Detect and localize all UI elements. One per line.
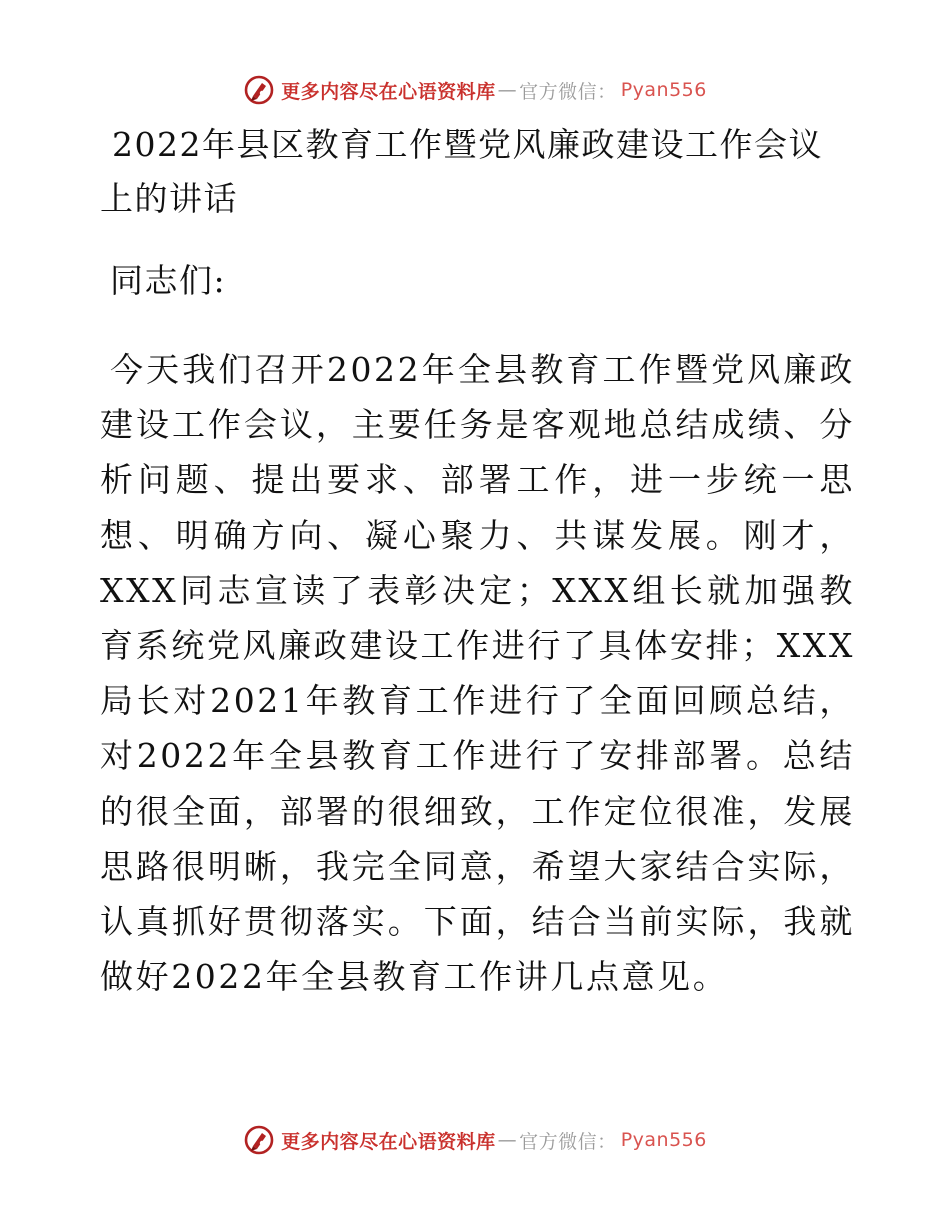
watermark-text: 更多内容尽在心语资料库 [281, 80, 496, 103]
watermark-wechat-id: Pyan556 [620, 1129, 707, 1151]
watermark-text: 更多内容尽在心语资料库 [281, 1130, 496, 1153]
greeting: 同志们: [110, 261, 227, 300]
pen-logo-icon [243, 1124, 275, 1156]
body-paragraph: 今天我们召开2022年全县教育工作暨党风廉政建设工作会议，主要任务是客观地总结成绩、分析问题、提出要求、部署工作，进一步统一思想、明确方向、凝心聚力、共谋发展。刚才，XXX同志宣读了表彰决定；XXX组长就加强教育系统党风廉政建设工作进行了具体安排；XXX局长对2021年教育工作进行了全面回顾总结，对2022年全县教育工作进行了安排部署。总结的很全面，部署的很细致，工作定位很准，发展思路很明晰，我完全同意，希望大家结合实际，认真抓好贯彻落实。下面，结合当前实际，我就做好2022年全县教育工作讲几点意见。 [100, 350, 855, 997]
watermark-dash: — [497, 79, 518, 101]
pen-logo-icon [243, 74, 275, 106]
watermark-footer [0, 1120, 950, 1160]
document-body [100, 118, 855, 1004]
watermark-dash: — [497, 1129, 518, 1151]
watermark-official: 官方微信： [519, 80, 617, 103]
watermark-wechat-id: Pyan556 [620, 79, 707, 101]
document-title: 2022年县区教育工作暨党风廉政建设工作会议上的讲话 [100, 125, 823, 218]
watermark-header [0, 70, 950, 110]
watermark-official: 官方微信： [519, 1130, 617, 1153]
